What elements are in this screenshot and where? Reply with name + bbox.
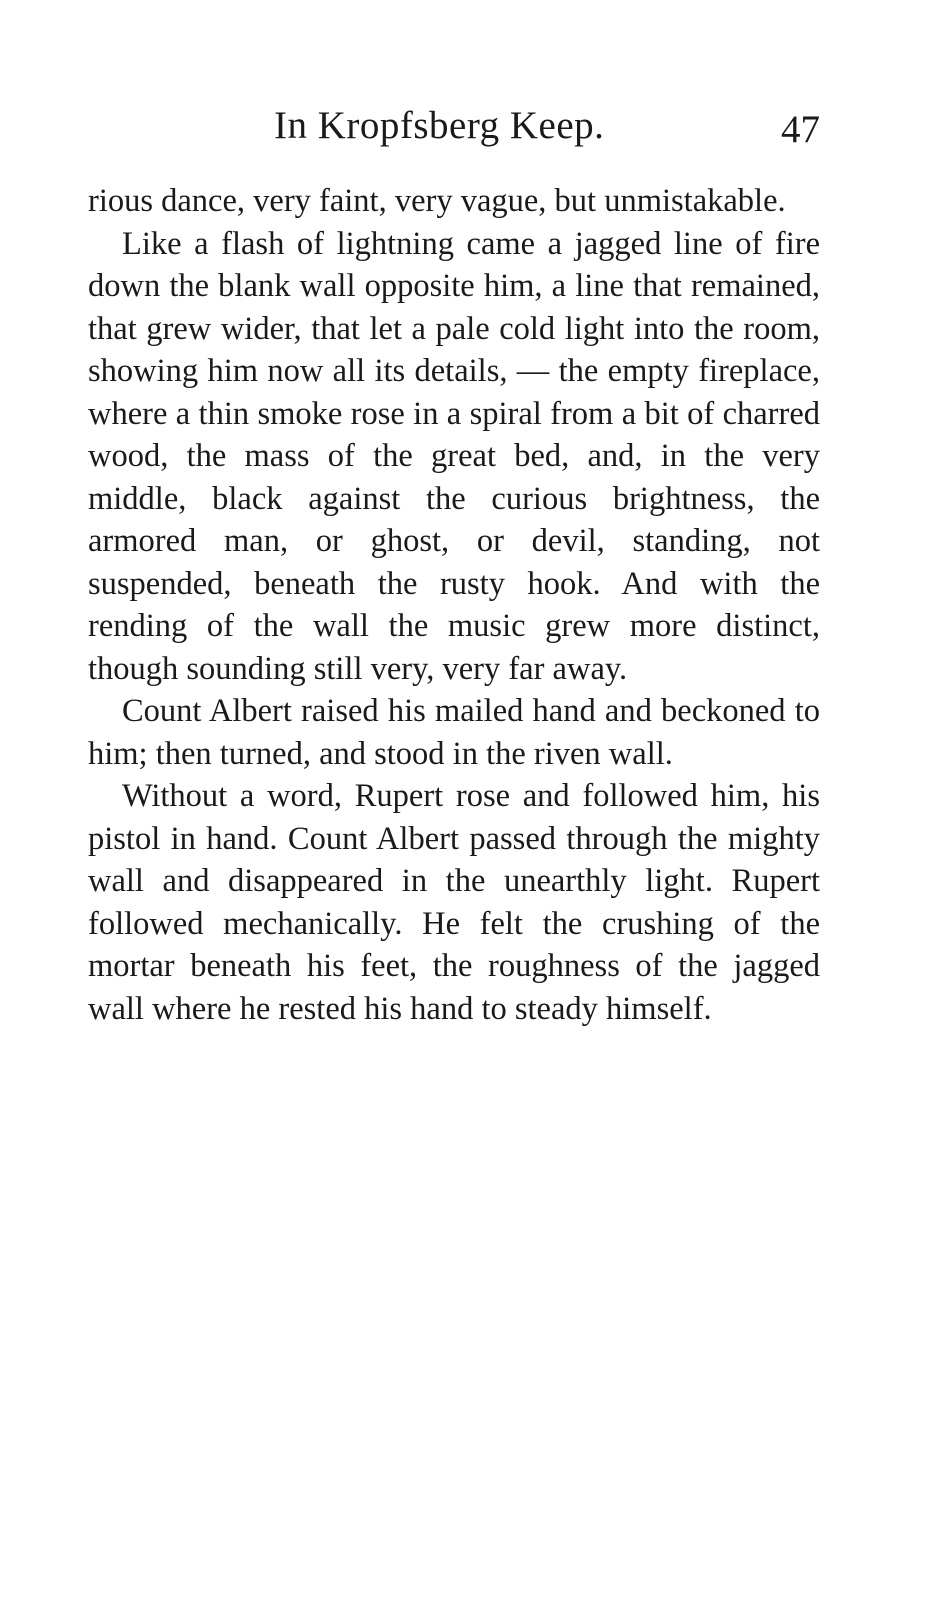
body-text <box>88 180 820 1030</box>
running-title: In Kropfsberg Keep. <box>274 104 605 147</box>
page-number: 47 <box>781 108 820 151</box>
page-header <box>88 100 820 152</box>
paragraph-continued: rious dance, very faint, very vague, but unmistakable. <box>88 183 786 219</box>
paragraph: Without a word, Rupert rose and followed him, his pistol in hand. Count Albert passed through the mighty wall and disappeared in the unearthly light. Rupert followed mechanically. He felt the crushing of the mortar beneath his feet, the roughness of the jagged wall where he rested his hand to steady himself. <box>88 778 820 1027</box>
paragraph: Count Albert raised his mailed hand and beckoned to him; then turned, and stood in the riven wall. <box>88 693 820 772</box>
paragraph: Like a flash of lightning came a jagged line of fire down the blank wall opposite him, a line that remained, that grew wider, that let a pale cold light into the room, showing him now all its details, — the empty fireplace, where a thin smoke rose in a spiral from a bit of charred wood, the mass of the great bed, and, in the very middle, black against the curious brightness, the armored man, or ghost, or devil, standing, not suspended, beneath the rusty hook. And with the rending of the wall the music grew more distinct, though sounding still very, very far away. <box>88 225 820 687</box>
